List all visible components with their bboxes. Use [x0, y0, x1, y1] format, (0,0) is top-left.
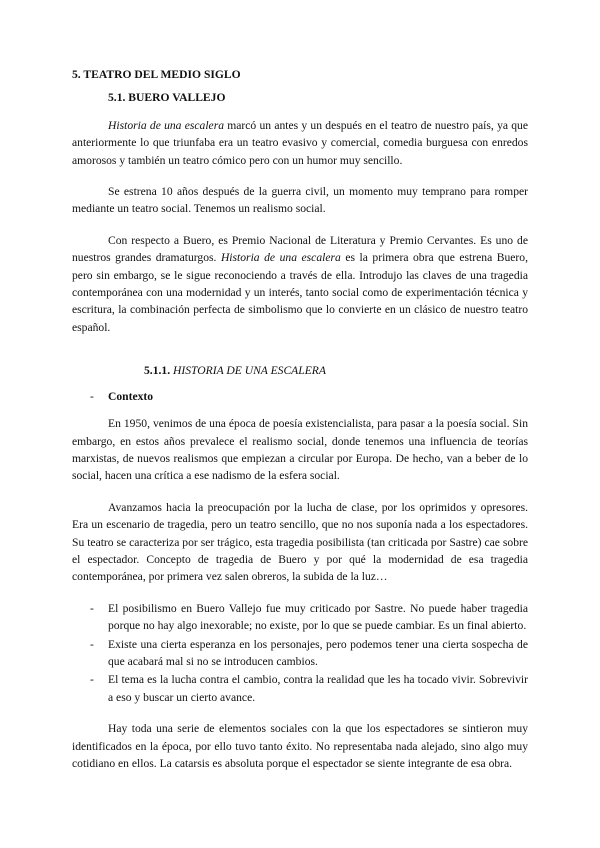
- work-title-italic: Historia de una escalera: [108, 118, 225, 132]
- intro-paragraph-3-before: Con respecto a Buero, es Premio Nacional de Literatura y Premio Cervantes. Es uno de nuestros grandes dramaturgos.: [72, 233, 528, 265]
- dash-bullet: -: [90, 389, 94, 403]
- intro-paragraph-2: Se estrena 10 años después de la guerra civil, un momento muy temprano para romper mediante un teatro social. Tenemos un realismo social.: [72, 185, 528, 216]
- context-paragraph-2: Avanzamos hacia la preocupación por la lucha de clase, por los oprimidos y opresores. Era un escenario de tragedia, pero un teatro sencillo, que no nos suponía nada a los espectadores. Su teatro se caracteriza por ser trágico, esta tragedia posibilista (tan criticada por Sastre) cae sobre el espectador. Concepto de tragedia de Buero y por qué la modernidad de esa tragedia contemporánea, por primera vez salen obreros, la subida de la luz…: [72, 500, 528, 584]
- section-subtitle: 5.1. BUERO VALLEJO: [108, 91, 226, 105]
- context-bullet-list: [72, 600, 528, 706]
- intro-paragraph-3-after: es la primera obra que estrena Buero, pero sin embargo, se le sigue reconociendo a través de ella. Introdujo las claves de una tragedia contemporánea con una modernidad y un interés, tanto social como de experimentación técnica y escritura, la combinación perfecta de simbolismo que lo convierte en un clásico de nuestro teatro español.: [72, 251, 528, 334]
- dash-bullet: -: [90, 637, 94, 651]
- list-item: [72, 636, 528, 671]
- list-item: [72, 600, 528, 635]
- context-paragraph-3: Hay toda una serie de elementos sociales con la que los espectadores se sintieron muy identificados en la época, por ello tuvo tanto éxito. No representaba nada alejado, sino algo muy cotidiano en ellos. La catarsis es absoluta porque el espectador se siente integrante de esa obra.: [72, 722, 528, 770]
- subsection-number: 5.1.1.: [144, 364, 173, 378]
- intro-paragraph-1-text: marcó un antes y un después en el teatro de nuestro país, ya que anteriormente lo que triunfaba era un teatro evasivo y comercial, comedia burguesa con enredos amorosos y también un teatro cómico pero con un humor muy sencillo.: [72, 118, 528, 167]
- work-title-italic: Historia de una escalera: [220, 251, 341, 265]
- list-item-text: El tema es la lucha contra el cambio, contra la realidad que les ha tocado vivir. Sobrevivir a eso y buscar un cierto avance.: [108, 673, 528, 704]
- list-item-text: Existe una cierta esperanza en los personajes, pero podemos tener una cierta sospecha de que acabará mal si no se introducen cambios.: [108, 637, 528, 668]
- document-body: [72, 66, 528, 786]
- subsection-title-text: HISTORIA DE UNA ESCALERA: [172, 364, 326, 378]
- intro-paragraph-3: [72, 232, 528, 336]
- context-paragraph-1: En 1950, venimos de una época de poesía existencialista, para pasar a la poesía social. Sin embargo, en estos años prevalece el realismo social, donde tenemos una influencia de teorías marxistas, de nuevos realismos que empiezan a circular por Europa. De hecho, van a beber de lo social, hacen una crítica a ese nadismo de la esfera social.: [72, 417, 528, 483]
- subsection-title: [144, 362, 528, 379]
- list-item: [72, 671, 528, 706]
- list-item-text: El posibilismo en Buero Vallejo fue muy criticado por Sastre. No puede haber tragedia porque no hay algo inexorable; no existe, por lo que se puede cambiar. Es un final abierto.: [108, 601, 528, 633]
- dash-bullet: -: [90, 601, 94, 615]
- context-heading: [72, 388, 528, 405]
- dash-bullet: -: [90, 673, 94, 687]
- context-label: Contexto: [108, 389, 154, 403]
- intro-paragraph-1: [72, 117, 528, 169]
- section-title: 5. TEATRO DEL MEDIO SIGLO: [72, 68, 241, 81]
